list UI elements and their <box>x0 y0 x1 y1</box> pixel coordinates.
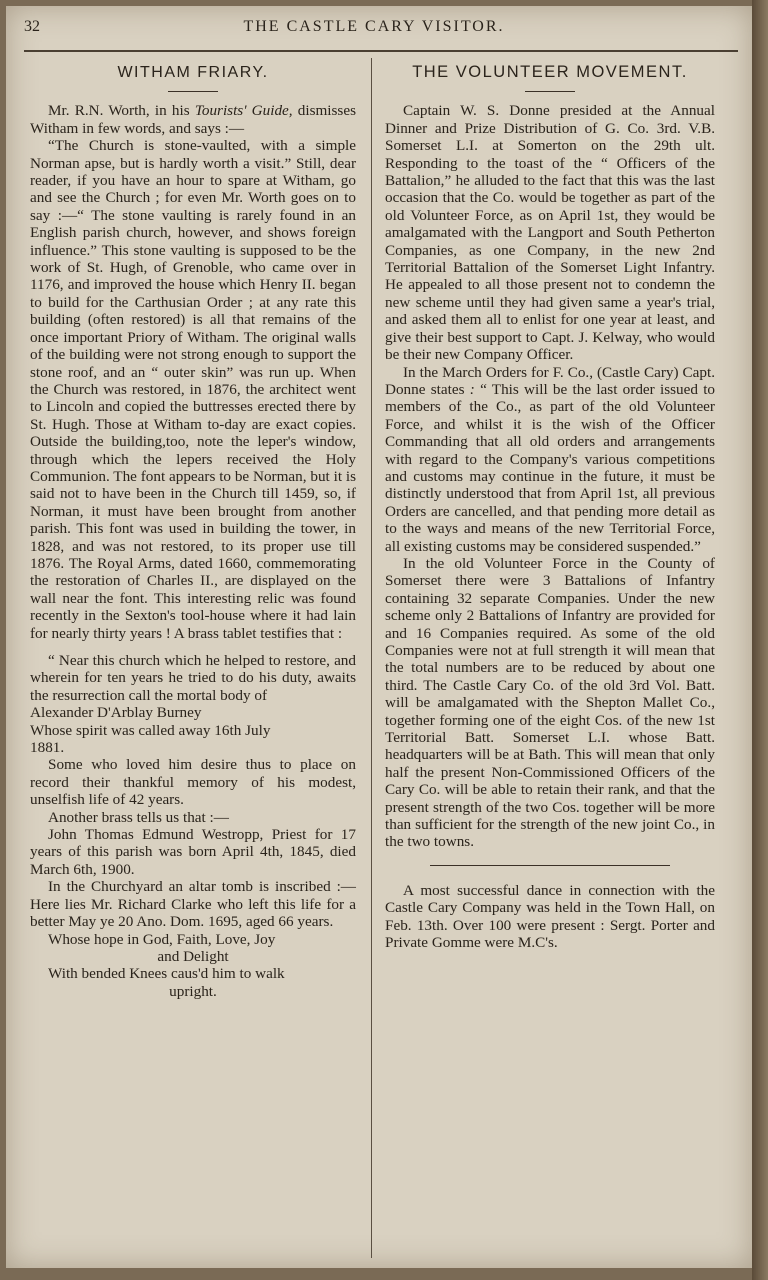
quote-year: 1881. <box>30 739 65 757</box>
page-header <box>24 16 724 44</box>
running-title: THE CASTLE CARY VISITOR. <box>243 18 505 35</box>
paragraph: In the March Orders for F. Co., (Castle Cary) Capt. Donne states : “ This will be the last order issued to members of the Co., as part of the old Volunteer Force, and whilst it is the wish of the Officer Commanding that all old orders and arrangements with regard to the Company's various competitions and customs may continue in the future, it must be distinctly understood that from April 1st, all previous Orders are cancelled, and that pending more detail as to the ways and means of the new Territorial Force, all existing customs may be considered suspended.” <box>385 363 716 555</box>
verse-line: upright. <box>169 982 217 1000</box>
paragraph: A most successful dance in connection with the Castle Cary Company was held in the Town Hall, on Feb. 13th. Over 100 were present : Sergt. Porter and Private Gomme were M.C's. <box>385 881 715 952</box>
page-number: 32 <box>24 18 40 35</box>
quote-name: Alexander D'Arblay Burney <box>30 704 202 722</box>
verse-line: and Delight <box>157 947 229 965</box>
article-title-witham: WITHAM FRIARY. <box>117 64 269 81</box>
book-edge <box>752 0 768 1280</box>
paragraph: “The Church is stone-vaulted, with a simple Norman apse, but is hardly worth a visit.” Still, dear reader, if you have an hour to spare at Witham, go and see the Church ; for even Mr. Worth goes on to say :—“ The stone vaulting is rarely found in an English parish church, however, and shows foreign influence.” This stone vaulting is supposed to be the work of St. Hugh, of Grenoble, who came over in 1176, and improved the house which Henry II. began to build for the Carthusian Order ; at any rate this building (often restored) is all that remains of the once important Priory of Witham. The original walls of the building were not strong enough to support the stone roof, and an “ outer skin” was run up. When the Church was restored, in 1876, the architect went to Lincoln and copied the buttresses erected there by St. Hugh. Those at Witham to-day are exact copies. Outside the building,too, note the leper's window, through which the lepers received the Holy Communion. The font appears to be Norman, but it is said not to have been in the Church till 1459, so, if Norman, it must have been brought from another parish. This font was used in building the tower, in 1828, and was not restored, to its proper use till 1876. The Royal Arms, dated 1660, commemorating the restoration of Charles II., are displayed on the wall near the font. This interesting relic was found recently in the Sexton's tool-house where it had lain for nearly thirty years ! A brass tablet testifies that : <box>30 137 356 642</box>
title-rule <box>168 91 218 92</box>
section-separator <box>430 865 670 866</box>
quote-text: Whose spirit was called away 16th July <box>30 721 271 739</box>
column-divider <box>371 58 372 1258</box>
right-column <box>385 60 715 952</box>
memorial-quote <box>30 652 356 756</box>
paragraph: In the Churchyard an altar tomb is inscribed :—Here lies Mr. Richard Clarke who left this life for a better May ye 20 Ano. Dom. 1695, aged 66 years. <box>30 878 356 931</box>
quote-text: “ Near this church which he helped to restore, and wherein for ten years he tried to do his duty, awaits the resurrection call the mortal body of <box>30 652 356 704</box>
paragraph: Another brass tells us that :— <box>48 808 229 826</box>
title-rule <box>525 91 575 92</box>
article-title-volunteer: THE VOLUNTEER MOVEMENT. <box>412 63 688 81</box>
paragraph: In the old Volunteer Force in the County of Somerset there were 3 Battalions of Infantry containing 32 separate Companies. Under the new scheme only 2 Battalions of Infantry are provided for and 16 Companies required. As some of the old Companies were not at full strength it will mean that the total numbers are to be reduced by about one third. The Castle Cary Co. of the old 3rd Vol. Batt. will be amalgamated with the Shepton Mallet Co., together forming one of the eight Cos. of the new 1st Territorial Batt. Somerset L.I. whose Batt. headquarters will be at Bath. This will mean that only half the present Non-Commissioned Officers of the Cary Co. will be able to retain their rank, and that the present strength of the two Cos. together will be more than sufficient for the strength of the new joint Co., in the two towns. <box>385 554 715 851</box>
paragraph: Mr. R.N. Worth, in his Tourists' Guide, dismisses Witham in few words, and says :— <box>30 102 356 137</box>
header-rule <box>24 50 738 52</box>
paragraph: Some who loved him desire thus to place on record their thankful memory of his modest, unselfish life of 42 years. <box>30 756 356 809</box>
paragraph: John Thomas Edmund Westropp, Priest for 17 years of this parish was born April 4th, 1845, died March 6th, 1900. <box>30 826 356 878</box>
left-column <box>30 60 356 1000</box>
verse-line: With bended Knees caus'd him to walk <box>48 965 285 983</box>
verse-line: Whose hope in God, Faith, Love, Joy <box>48 930 276 948</box>
paragraph: Captain W. S. Donne presided at the Annual Dinner and Prize Distribution of G. Co. 3rd. V.B. Somerset L.I. at Somerton on the 29th ult. Responding to the toast of the “ Officers of the Battalion,” he alluded to the fact that this was the last occasion that the Co. would be together as part of the old Volunteer Force, as on April 1st, they would be amalgamated with the Langport and South Petherton Companies, as one Company, in the new 2nd Territorial Battalion of the Somerset Light Infantry. He appealed to all those present not to condemn the new scheme until they had given same a year's trial, and asked them all to enlist for one year at least, and give their best support to Capt. J. Kelway, who would be their new Company Officer. <box>385 102 715 364</box>
